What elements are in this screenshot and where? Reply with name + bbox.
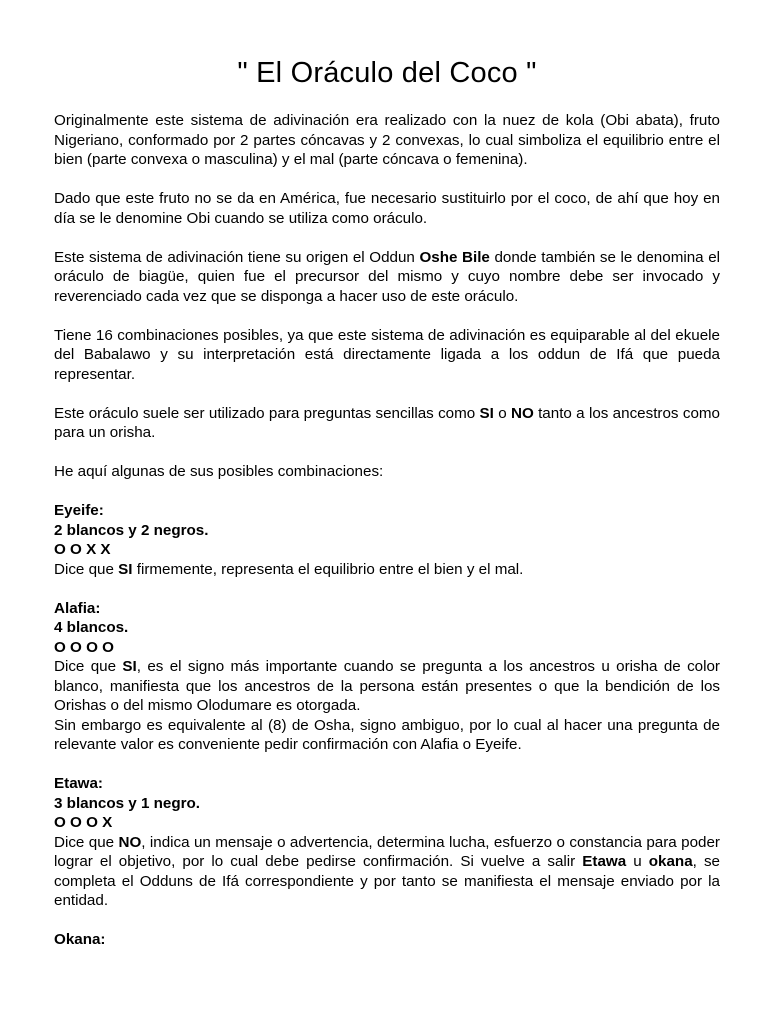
- combination-okana: [54, 930, 720, 950]
- combination-etawa: [54, 774, 720, 911]
- page-title: " El Oráculo del Coco ": [237, 57, 537, 89]
- intro-p5-text-a: Este oráculo suele ser utilizado para preguntas sencillas como: [54, 404, 480, 422]
- combination-name: Etawa:: [54, 775, 103, 792]
- combination-eyeife: [54, 501, 720, 579]
- desc-text-e: u: [626, 853, 649, 870]
- answer-si: SI: [479, 404, 494, 422]
- combination-name: Okana:: [54, 931, 106, 948]
- combination-alafia: [54, 599, 720, 755]
- desc-text-a: Dice que: [54, 560, 119, 578]
- intro-paragraph-2: Dado que este fruto no se da en América, fue necesario sustituirlo por el coco, de ahí que hoy en día se le denomine Obi cuando se utiliza como oráculo.: [54, 190, 720, 227]
- combination-pattern: O O X X: [54, 541, 111, 558]
- combination-pattern: O O O X: [54, 814, 113, 831]
- intro-paragraph-4: Tiene 16 combinaciones posibles, ya que este sistema de adivinación es equiparable al del ekuele del Babalawo y su interpretación está directamente ligada a los oddun de Ifá que pueda representar.: [54, 326, 720, 383]
- intro-paragraph-5: [54, 404, 720, 443]
- desc-text-c: firmemente, representa el equilibrio entre el bien y el mal.: [132, 560, 524, 578]
- intro-paragraph-1: Originalmente este sistema de adivinación era realizado con la nuez de kola (Obi abata), fruto Nigeriano, conformado por 2 partes cóncavas y 2 convexas, lo cual simboliza el equilibrio entre el bien (parte convexa o masculina) y el mal (parte cóncava o femenina).: [54, 112, 720, 168]
- combination-count: 3 blancos y 1 negro.: [54, 794, 201, 812]
- desc-text-a: Dice que: [54, 833, 119, 851]
- combination-pattern: O O O O: [54, 638, 114, 656]
- intro-p5-text-e: tanto a los ancestros como para un orisha.: [54, 404, 720, 441]
- answer-no: NO: [510, 404, 534, 422]
- desc-text-g: , se completa el Odduns de Ifá correspondiente y por tanto se manifiesta el mensaje enviado por la entidad.: [54, 853, 720, 909]
- combination-count: 2 blancos y 2 negros.: [54, 521, 209, 539]
- combination-description: [54, 833, 720, 911]
- desc-text-a: Dice que: [54, 658, 123, 675]
- desc-text-c: , indica un mensaje o advertencia, determina lucha, esfuerzo o constancia para poder lograr el objetivo, por lo cual debe pedirse confirmación. Si vuelve a salir: [54, 833, 720, 870]
- desc-okana: okana: [648, 853, 693, 870]
- intro-paragraph-3: [54, 248, 720, 307]
- combination-name: Eyeife:: [54, 502, 104, 519]
- intro-p3-text-a: Este sistema de adivinación tiene su origen el Oddun: [54, 248, 420, 266]
- combination-count: 4 blancos.: [54, 619, 129, 636]
- oddun-name: Oshe Bile: [419, 248, 490, 266]
- intro-paragraph-6: He aquí algunas de sus posibles combinaciones:: [54, 463, 384, 480]
- combination-description-2: Sin embargo es equivalente al (8) de Osha, signo ambiguo, por lo cual al hacer una pregunta de relevante valor es conveniente pedir confirmación con Alafia o Eyeife.: [54, 716, 720, 753]
- desc-answer: SI: [118, 560, 133, 578]
- combination-description: [54, 560, 720, 580]
- intro-p3-text-c: donde también se le denomina el oráculo de biagüe, quien fue el precursor del mismo y cuyo nombre debe ser invocado y reverenciado cada vez que se disponga a hacer uso de este oráculo.: [54, 248, 721, 305]
- combination-description: [54, 657, 720, 716]
- desc-text-c: , es el signo más importante cuando se pregunta a los ancestros u orisha de color blanco, manifiesta que los ancestros de la persona están presentes o que la bendición de los Orishas o del mismo Olodumare es otorgada.: [54, 658, 720, 714]
- desc-answer: NO: [118, 833, 142, 851]
- combination-name: Alafia:: [54, 599, 101, 617]
- desc-etawa: Etawa: [582, 853, 627, 870]
- intro-p5-text-c: o: [493, 404, 511, 422]
- desc-answer: SI: [122, 658, 137, 675]
